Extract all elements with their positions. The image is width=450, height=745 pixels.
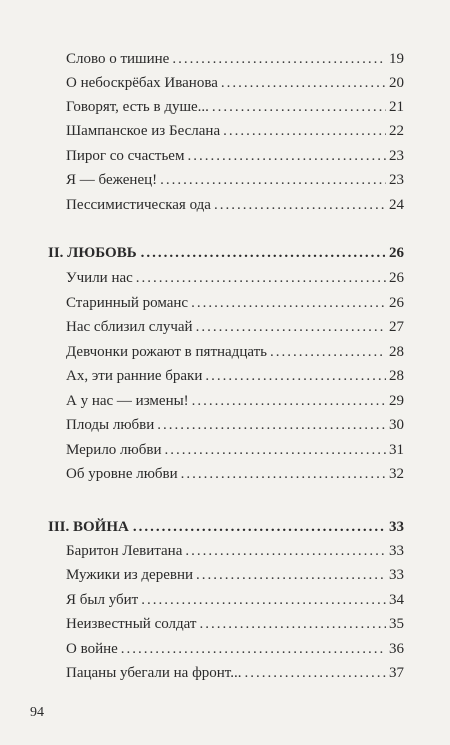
dot-leader [191, 292, 386, 314]
toc-entry-page: 19 [389, 51, 404, 67]
toc-entry-title: Мерило любви [66, 442, 162, 458]
dot-leader [223, 120, 386, 142]
toc-entry-page: 21 [389, 99, 404, 115]
section-page: 26 [389, 245, 404, 261]
toc-entry-title: О войне [66, 641, 118, 657]
toc-entry [66, 194, 404, 216]
toc-entry-page: 32 [389, 466, 404, 482]
toc-entry-page: 22 [389, 123, 404, 139]
toc-entry [66, 365, 404, 387]
dot-leader [221, 72, 386, 94]
toc-entry [66, 72, 404, 94]
dot-leader [157, 414, 386, 436]
dot-leader [192, 390, 386, 412]
dot-leader [205, 365, 386, 387]
toc-entry [66, 540, 404, 562]
dot-leader [136, 267, 386, 289]
dot-leader [187, 145, 386, 167]
toc-entry-page: 20 [389, 75, 404, 91]
toc-entry-title: Я — беженец! [66, 172, 158, 188]
section-title: III. ВОЙНА [48, 519, 129, 535]
dot-leader [245, 662, 387, 684]
toc-entry-title: Пессимистическая ода [66, 197, 211, 213]
toc-entry-title: Шампанское из Беслана [66, 123, 221, 139]
toc-section-heading [48, 516, 404, 538]
toc-entry [66, 292, 404, 314]
dot-leader [141, 242, 385, 264]
page-number: 94 [30, 705, 44, 720]
toc-entry-page: 35 [389, 616, 404, 632]
dot-leader [172, 48, 386, 70]
toc-entry-title: Мужики из деревни [66, 567, 194, 583]
toc-entry [66, 589, 404, 611]
toc-section-heading [48, 242, 404, 264]
toc-entry-page: 30 [389, 417, 404, 433]
toc-entry-title: Говорят, есть в душе... [66, 99, 209, 115]
toc-entry-title: Пацаны убегали на фронт... [66, 665, 242, 681]
toc-entry-page: 24 [389, 197, 404, 213]
section-title: II. ЛЮБОВЬ [48, 245, 137, 261]
toc-entry-title: Нас сблизил случай [66, 319, 193, 335]
dot-leader [141, 589, 386, 611]
toc-entry [66, 463, 404, 485]
toc-entry-page: 28 [389, 368, 404, 384]
dot-leader [199, 613, 386, 635]
dot-leader [181, 463, 386, 485]
dot-leader [185, 540, 386, 562]
toc-entry [66, 267, 404, 289]
toc-entry-title: Ах, эти ранние браки [66, 368, 203, 384]
toc-entry [66, 145, 404, 167]
dot-leader [160, 169, 386, 191]
toc-entry [66, 564, 404, 586]
toc-entry-title: Неизвестный солдат [66, 616, 197, 632]
toc-entry [66, 120, 404, 142]
dot-leader [196, 564, 386, 586]
toc-entry-page: 33 [389, 567, 404, 583]
section-page: 33 [389, 519, 404, 535]
toc-entry-page: 34 [389, 592, 404, 608]
toc-entry-page: 26 [389, 270, 404, 286]
dot-leader [121, 638, 386, 660]
toc-entry [66, 316, 404, 338]
toc-entry-title: Девчонки рожают в пятнадцать [66, 344, 268, 360]
toc-entry-page: 33 [389, 543, 404, 559]
dot-leader [133, 516, 385, 538]
dot-leader [212, 96, 386, 118]
toc-entry-page: 31 [389, 442, 404, 458]
toc-entry [66, 341, 404, 363]
toc-entry-page: 23 [389, 148, 404, 164]
toc-entry-title: О небоскрёбах Иванова [66, 75, 218, 91]
toc-entry [66, 662, 404, 684]
toc-entry-page: 23 [389, 172, 404, 188]
toc-entry-page: 37 [389, 665, 404, 681]
toc-entry-title: Я был убит [66, 592, 139, 608]
dot-leader [196, 316, 386, 338]
toc-entry-page: 36 [389, 641, 404, 657]
toc-entry-page: 26 [389, 295, 404, 311]
toc-entry-page: 28 [389, 344, 404, 360]
toc-entry-title: Плоды любви [66, 417, 155, 433]
toc-entry [66, 390, 404, 412]
dot-leader [214, 194, 386, 216]
dot-leader [165, 439, 387, 461]
toc-entry-page: 27 [389, 319, 404, 335]
toc-entry [66, 414, 404, 436]
toc-entry-title: Пирог со счастьем [66, 148, 185, 164]
toc-entry-title: Слово о тишине [66, 51, 170, 67]
toc-entry [66, 613, 404, 635]
toc-entry [66, 439, 404, 461]
toc-entry [66, 638, 404, 660]
toc-entry [66, 96, 404, 118]
toc-entry-title: Учили нас [66, 270, 133, 286]
toc-entry-page: 29 [389, 393, 404, 409]
toc-entry [66, 48, 404, 70]
dot-leader [270, 341, 386, 363]
toc-entry [66, 169, 404, 191]
toc-entry-title: Баритон Левитана [66, 543, 183, 559]
toc-entry-title: А у нас — измены! [66, 393, 189, 409]
toc-entry-title: Об уровне любви [66, 466, 178, 482]
toc-entry-title: Старинный романс [66, 295, 189, 311]
